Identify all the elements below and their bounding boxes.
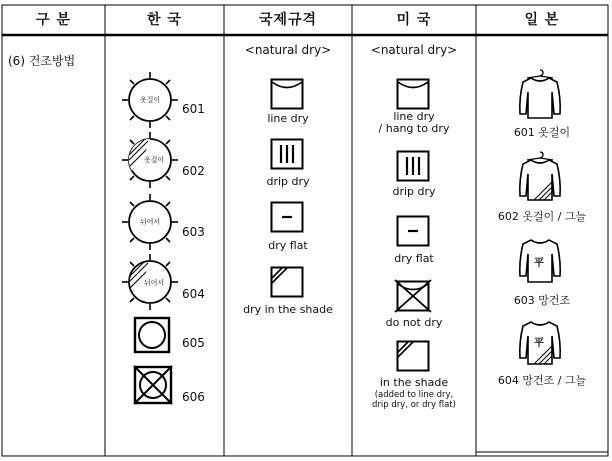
drip-dry-icon	[270, 138, 304, 174]
drip-dry-icon	[396, 150, 430, 186]
header-japan: 일 본	[524, 12, 560, 28]
dry-flat-icon	[270, 201, 304, 237]
item-label: dry in the shade	[243, 303, 333, 316]
symbol-code: 602	[182, 164, 205, 178]
shirt-hanger-icon	[517, 68, 563, 126]
item-label: 602 옷걸이 / 그늘	[497, 210, 587, 223]
dry-in-shade-icon	[270, 266, 304, 302]
usa-title: <natural dry>	[370, 43, 458, 57]
item-label: drip dry	[266, 175, 310, 188]
item-label: 603 망건조	[513, 294, 571, 307]
item-label: 601 옷걸이	[513, 126, 571, 139]
item-label: dry flat	[394, 252, 434, 265]
shirt-hanger-shade-icon	[517, 150, 563, 208]
item-label: in the shade	[379, 376, 449, 389]
symbol-code: 601	[182, 102, 205, 116]
do-not-dry-icon	[394, 279, 432, 317]
symbol-inner-text: 뉘어서	[143, 279, 165, 287]
line-dry-icon	[270, 78, 304, 114]
symbol-inner-text: 옷걸이	[139, 96, 161, 104]
category-label: (6) 건조방법	[8, 54, 76, 68]
symbol-code: 603	[182, 225, 205, 239]
item-label: 604 망건조 / 그늘	[497, 374, 587, 387]
shade-dry-icon	[396, 340, 430, 376]
header-usa: 미 국	[396, 12, 432, 28]
item-label-line1: line dry	[393, 110, 435, 123]
symbol-code: 606	[182, 390, 205, 404]
item-label: line dry	[267, 112, 309, 125]
item-note: (added to line dry, drip dry, or dry flat)	[372, 390, 456, 410]
item-label: dry flat	[268, 239, 308, 252]
item-label-line2: / hang to dry	[378, 122, 450, 135]
symbol-inner-text: 뉘어서	[139, 218, 161, 226]
symbol-code: 605	[182, 336, 205, 350]
dry-flat-icon	[396, 215, 430, 251]
do-not-tumble-dry-icon	[132, 364, 174, 410]
flat-badge: 平	[534, 338, 544, 349]
line-dry-icon	[396, 78, 430, 114]
international-title: <natural dry>	[244, 43, 332, 57]
symbol-inner-text: 옷걸이	[143, 156, 165, 164]
flat-badge: 平	[534, 258, 544, 269]
item-label	[352, 111, 476, 135]
item-label: drip dry	[392, 185, 436, 198]
header-korea: 한 국	[147, 12, 182, 28]
tumble-dry-icon	[133, 316, 171, 358]
header-category: 구 분	[36, 12, 71, 28]
header-international: 국제규격	[258, 12, 318, 28]
symbol-code: 604	[182, 287, 205, 301]
item-label: do not dry	[385, 316, 443, 329]
